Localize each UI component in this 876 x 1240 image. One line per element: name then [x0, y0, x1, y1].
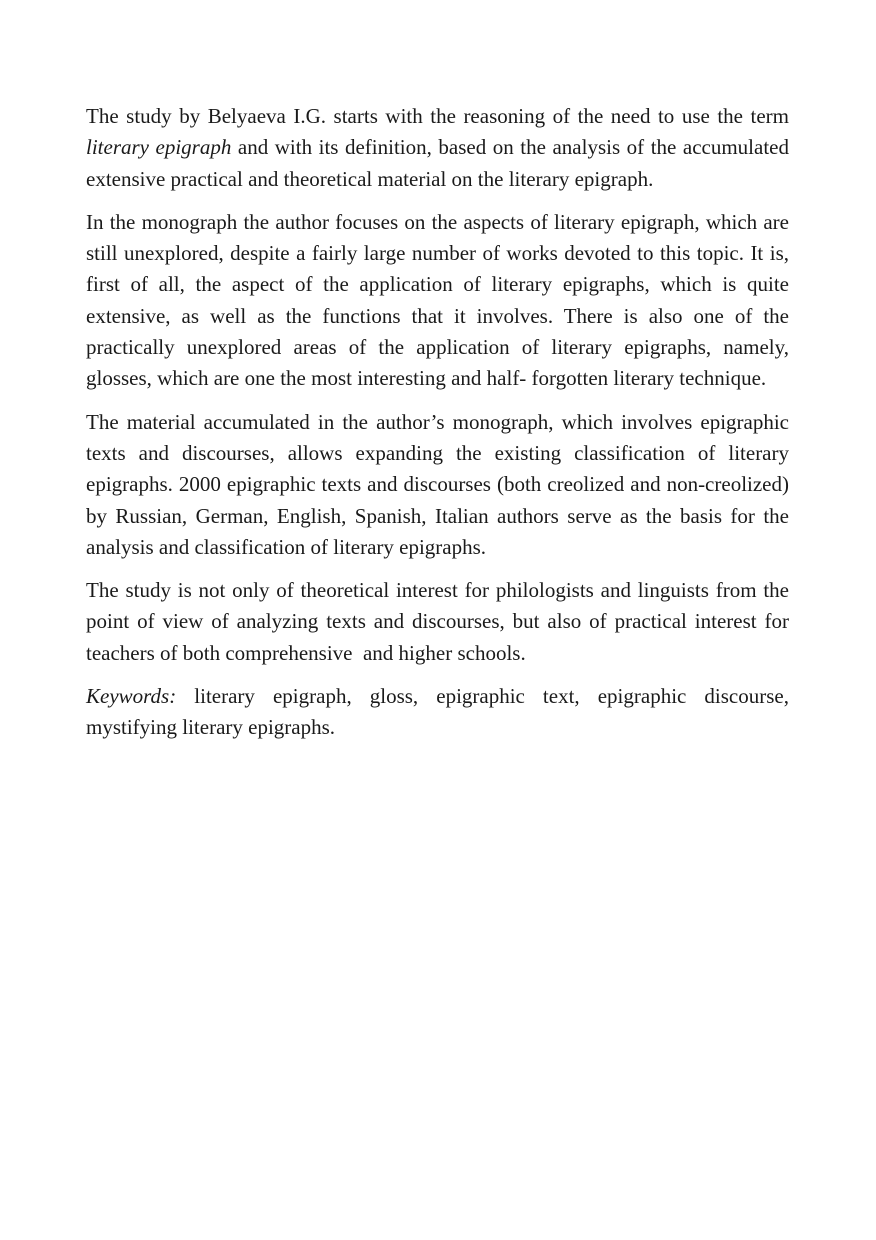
paragraph-interest — [86, 575, 795, 669]
paragraph-intro-lead: The study by Belyaeva I.G. starts with the reasoning of the need to use the term — [86, 104, 789, 128]
document-body — [86, 101, 795, 756]
keywords-line — [86, 681, 789, 744]
keywords-text: literary epigraph, gloss, epigraphic text, epigraphic discourse, mystifying literary epigraphs. — [86, 684, 789, 740]
paragraph-intro-rest: and with its definition, based on the analysis of the accumulated extensive practical and theoretical material on the literary epigraph. — [86, 135, 789, 191]
paragraph-intro — [86, 101, 789, 195]
term-literary-epigraph: literary epigraph — [86, 135, 232, 160]
paragraph-material-text: The material accumulated in the author’s monograph, which involves epigraphic texts and discourses, allows expanding the existing classification of literary epigraphs. 2000 epigraphic texts and discourses (both creolized and non-creolized) by Russian, German, English, Spanish, Italian authors serve as the basis for the analysis and classification of literary epigraphs. — [86, 409, 789, 559]
keywords-label: Keywords: — [86, 684, 177, 709]
paragraph-material — [86, 407, 789, 563]
paragraph-interest-text: The study is not only of theoretical interest for philologists and linguists from the point of view of analyzing texts and discourses, but also of practical interest for teachers of both comprehensive and higher schools. — [86, 578, 795, 665]
paragraph-monograph-focus-text: In the monograph the author focuses on the aspects of literary epigraph, which are still unexplored, despite a fairly large number of works devoted to this topic. It is, first of all, the aspect of the application of literary epigraphs, which is quite extensive, as well as the functions that it involves. There is also one of the practically unexplored areas of the application of literary epigraphs, namely, glosses, which are one the most interesting and half- forgotten literary technique. — [86, 209, 789, 391]
paragraph-monograph-focus — [86, 207, 789, 395]
